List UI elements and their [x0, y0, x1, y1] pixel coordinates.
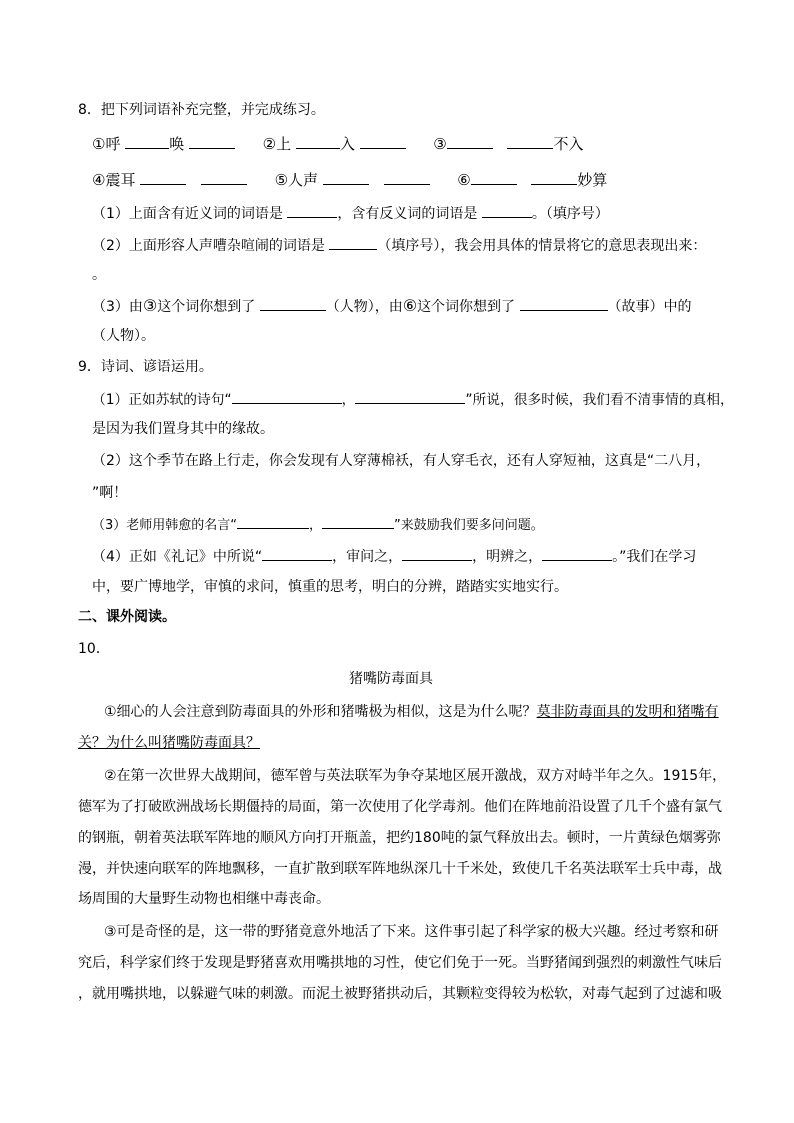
- blank[interactable]: [232, 389, 342, 404]
- paragraph-1-cont: 关？为什么叫猪嘴防毒面具？: [78, 735, 260, 751]
- q9-sub4: （4）正如《礼记》中所说“ ，审问之， ，明辨之， 。”我们在学习: [92, 546, 696, 567]
- blank[interactable]: [323, 170, 369, 185]
- paragraph-3-line-3: ，就用嘴拱地，以躲避气味的刺激。而泥土被野猪拱动后，其颗粒变得较为松软，对毒气起到了过滤和吸: [78, 986, 722, 1002]
- q8-item-5: ⑤人声: [275, 171, 430, 189]
- blank[interactable]: [360, 134, 406, 149]
- blank[interactable]: [355, 389, 465, 404]
- q8-item-4: ④震耳: [92, 171, 247, 189]
- blank[interactable]: [402, 546, 472, 561]
- q8-item-3: ③ 不入: [433, 135, 584, 153]
- paragraph-2-line-4: 漫，并快速向联军的阵地飘移，一直扩散到联军阵地纵深几十千米处，致使几千名英法联军士兵中毒，战: [78, 861, 722, 877]
- blank[interactable]: [189, 134, 235, 149]
- blank[interactable]: [296, 134, 340, 149]
- q10-number: 10．: [78, 641, 110, 657]
- blank[interactable]: [542, 546, 612, 561]
- q9-sub3: （3）老师用韩愈的名言“ ， ”来鼓励我们要多问问题。: [92, 514, 544, 536]
- section-heading: 二、课外阅读。: [78, 609, 176, 625]
- q8-sub2-end: 。: [92, 267, 106, 283]
- q8-row1: [92, 134, 583, 154]
- paragraph-3-line-1: ③可是奇怪的是，这一带的野猪竟意外地活了下来。这件事引起了科学家的极大兴趣。经过考察和研: [104, 924, 719, 940]
- q8-item-2: ②上 入: [263, 135, 406, 153]
- q9-sub2-cont: ”啊！: [92, 485, 128, 501]
- blank[interactable]: [520, 296, 608, 311]
- q8-heading: 8．把下列词语补充完整，并完成练习。: [78, 102, 325, 118]
- blank[interactable]: [322, 514, 394, 529]
- q9-sub1-cont: 是因为我们置身其中的缘故。: [92, 421, 274, 437]
- blank[interactable]: [329, 235, 377, 250]
- blank[interactable]: [237, 514, 309, 529]
- blank[interactable]: [287, 203, 337, 218]
- blank[interactable]: [384, 170, 430, 185]
- q8-row2: [92, 170, 607, 190]
- q8-sub1: （1）上面含有近义词的词语是 ，含有反义词的词语是 。（填序号）: [92, 203, 609, 224]
- paragraph-2-line-5: 场周围的大量野生动物也相继中毒丧命。: [78, 891, 330, 907]
- blank[interactable]: [531, 170, 577, 185]
- q8-sub3: （3）由③这个词你想到了 （人物），由⑥这个词你想到了 （故事）中的: [92, 296, 692, 315]
- paragraph-2-line-3: 的钢瓶，朝着英法联军阵地的顺风方向打开瓶盖，把约180吨的氯气释放出去。顿时，一片黄绿色烟雾弥: [78, 830, 721, 846]
- q8-sub3-end: （人物）。: [92, 328, 155, 344]
- blank[interactable]: [260, 296, 326, 311]
- blank[interactable]: [447, 134, 493, 149]
- q8-item-1: ①呼 唤: [92, 135, 235, 153]
- blank[interactable]: [471, 170, 517, 185]
- paragraph-2-line-1: ②在第一次世界大战期间，德军曾与英法联军为争夺某地区展开激战，双方对峙半年之久。1915年，: [104, 768, 727, 784]
- q8-sub2: （2）上面形容人声嘈杂喧闹的词语是 （填序号），我会用具体的情景将它的意思表现出来：: [92, 235, 706, 256]
- blank[interactable]: [482, 203, 532, 218]
- blank[interactable]: [201, 170, 247, 185]
- paragraph-1: ①细心的人会注意到防毒面具的外形和猪嘴极为相似，这是为什么呢？莫非防毒面具的发明和猪嘴有: [104, 704, 719, 720]
- q8-item-6: ⑥ 妙算: [457, 171, 608, 189]
- q9-sub4-cont: 中，要广博地学，审慎的求问，慎重的思考，明白的分辨，踏踏实实地实行。: [92, 579, 568, 595]
- article-title: 猪嘴防毒面具: [349, 671, 433, 687]
- q9-sub1: （1）正如苏轼的诗句“ ， ”所说，很多时候，我们看不清事情的真相，: [92, 389, 734, 410]
- q9-sub2: （2）这个季节在路上行走，你会发现有人穿薄棉袄，有人穿毛衣，还有人穿短袖，这真是“二八月，: [92, 453, 711, 469]
- blank[interactable]: [125, 134, 169, 149]
- paragraph-3-line-2: 究后，科学家们终于发现是野猪喜欢用嘴拱地的习性，使它们免于一死。当野猪闻到强烈的刺激性气味后: [78, 955, 722, 971]
- blank[interactable]: [262, 546, 332, 561]
- blank[interactable]: [507, 134, 553, 149]
- blank[interactable]: [140, 170, 186, 185]
- paragraph-2-line-2: 德军为了打破欧洲战场长期僵持的局面，第一次使用了化学毒剂。他们在阵地前沿设置了几千个盛有氯气: [78, 799, 722, 815]
- q9-heading: 9．诗词、谚语运用。: [78, 359, 213, 375]
